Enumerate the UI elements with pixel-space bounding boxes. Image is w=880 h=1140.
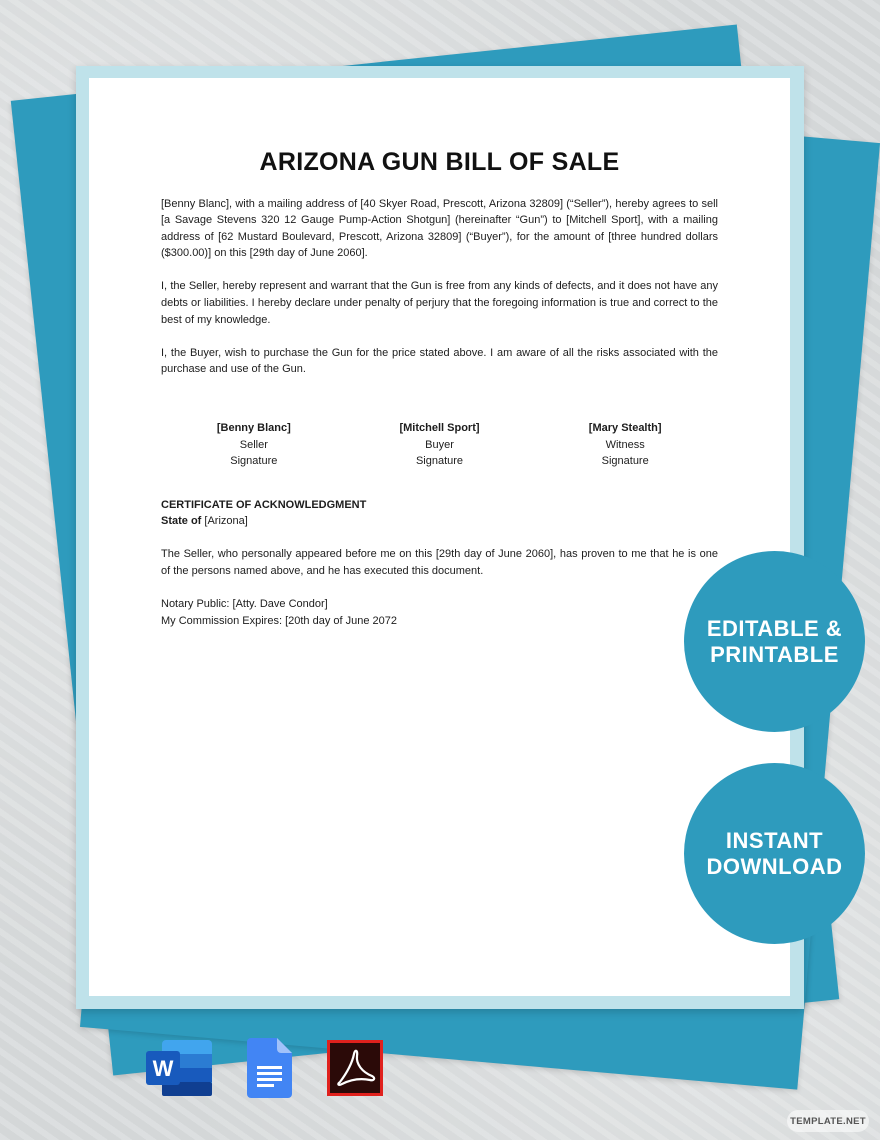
signatory-name: [Benny Blanc] (216, 421, 291, 434)
paragraph-buyer-statement: I, the Buyer, wish to purchase the Gun for the price stated above. I am aware of all the risks associated with the purchase and use of the Gun. (161, 346, 718, 376)
paragraph-sale-terms: [Benny Blanc], with a mailing address of [40 Skyer Road, Prescott, Arizona 32809] (“Seller”), hereby agrees to sell [a Savage Stevens 320 12 Gauge Pump-Action Shotgun] (hereinafter “Gun”) to [Mitchell Sport], with a mailing address of [62 Mustard Boulevard, Prescott, Arizona 32809] (“Buyer”), for the amount of [three hundred dollars ($300.00)] on this [29th day of June 2060]. (161, 197, 718, 260)
notary-line: Notary Public: [Atty. Dave Condor] (161, 598, 328, 611)
badge-line: DOWNLOAD (706, 853, 843, 879)
signature-witness (532, 420, 718, 470)
document-body (161, 148, 718, 629)
signature-label: Signature (230, 455, 278, 468)
pdf-icon[interactable] (326, 1038, 384, 1098)
document-title: ARIZONA GUN BILL OF SALE (259, 148, 620, 176)
signatory-role: Seller (239, 438, 268, 451)
signatory-name: [Mitchell Sport] (399, 421, 480, 434)
signature-seller (161, 420, 347, 470)
commission-line: My Commission Expires: [20th day of June 2072 (161, 614, 398, 627)
certificate-body: The Seller, who personally appeared before me on this [29th day of June 2060], has proven to me that he is one of the persons named above, and he has executed this document. (161, 548, 718, 577)
signatory-role: Witness (605, 438, 645, 451)
word-icon[interactable] (146, 1038, 213, 1098)
instant-download-badge (684, 763, 865, 944)
signature-buyer (347, 420, 533, 470)
badge-line: INSTANT (725, 827, 824, 853)
signature-block (161, 420, 718, 470)
google-docs-icon[interactable] (247, 1038, 292, 1098)
certificate-heading: CERTIFICATE OF ACKNOWLEDGMENT (161, 498, 367, 511)
signatory-name: [Mary Stealth] (588, 421, 662, 434)
certificate-state (161, 513, 718, 530)
signature-label: Signature (415, 455, 464, 468)
template-net-watermark: TEMPLATE.NET (787, 1110, 869, 1132)
editable-printable-badge (684, 551, 865, 732)
signatory-role: Buyer (425, 438, 454, 451)
state-value: [Arizona] (204, 515, 248, 528)
state-label: State of (161, 515, 202, 528)
certificate-section (161, 497, 718, 630)
paragraph-seller-warranty: I, the Seller, hereby represent and warrant that the Gun is free from any kinds of defects, and it does not have any debts or liabilities. I hereby declare under penalty of perjury that the foregoing information is true and correct to the best of my knowledge. (161, 280, 718, 326)
svg-text:W: W (152, 1056, 174, 1081)
signature-label: Signature (601, 455, 649, 468)
badge-line: PRINTABLE (710, 641, 839, 667)
badge-line: EDITABLE & (706, 615, 843, 641)
